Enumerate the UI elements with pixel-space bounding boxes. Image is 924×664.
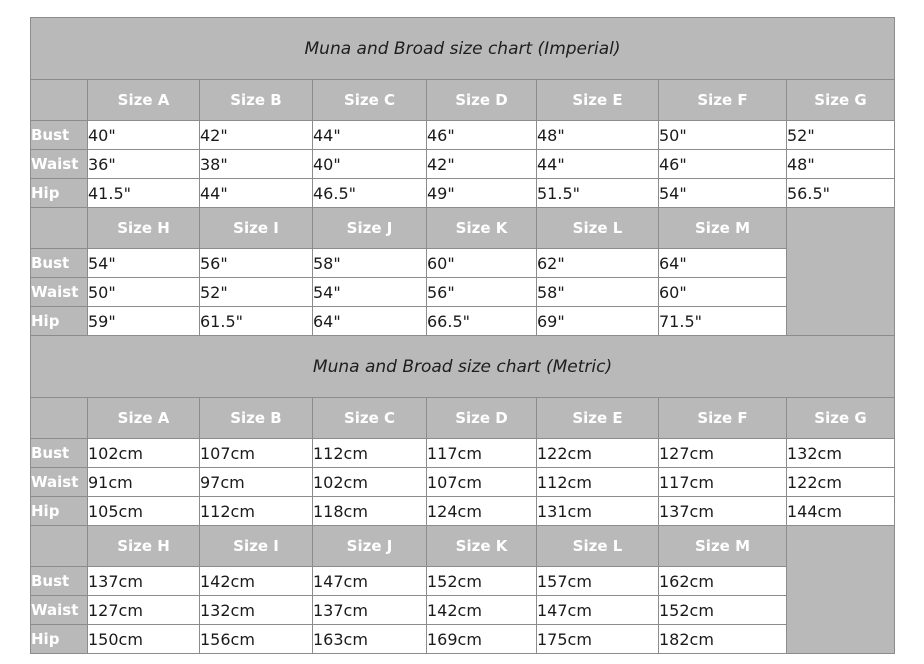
size-column-header: Size G [787,398,895,439]
measurement-row-waist [31,596,895,625]
size-column-header: Size M [659,526,787,567]
measurement-value: 44" [200,179,313,208]
size-column-header: Size K [427,526,537,567]
chart-title-row [31,336,895,398]
measurement-value: 66.5" [427,307,537,336]
measurement-value: 117cm [427,439,537,468]
size-column-header: Size M [659,208,787,249]
measurement-value: 59" [88,307,200,336]
measurement-label: Waist [31,468,88,497]
measurement-value: 122cm [787,468,895,497]
measurement-value: 52" [787,121,895,150]
size-column-header: Size A [88,80,200,121]
size-column-header: Size H [88,526,200,567]
size-column-header: Size F [659,80,787,121]
size-column-header: Size I [200,526,313,567]
size-column-header: Size I [200,208,313,249]
size-header-row [31,526,895,567]
measurement-value: 147cm [537,596,659,625]
measurement-row-hip [31,625,895,654]
measurement-value: 64" [659,249,787,278]
measurement-row-bust [31,121,895,150]
measurement-value: 102cm [313,468,427,497]
measurement-value: 46" [427,121,537,150]
measurement-value: 105cm [88,497,200,526]
measurement-value: 36" [88,150,200,179]
corner-cell [31,80,88,121]
measurement-value: 56" [427,278,537,307]
measurement-value: 137cm [659,497,787,526]
empty-filler-cell [787,208,895,336]
size-column-header: Size D [427,80,537,121]
measurement-row-bust [31,439,895,468]
measurement-value: 40" [88,121,200,150]
measurement-label: Hip [31,497,88,526]
measurement-row-bust [31,567,895,596]
size-column-header: Size E [537,398,659,439]
measurement-label: Bust [31,121,88,150]
measurement-value: 142cm [200,567,313,596]
size-header-row [31,80,895,121]
measurement-value: 56.5" [787,179,895,208]
measurement-value: 137cm [313,596,427,625]
measurement-value: 118cm [313,497,427,526]
measurement-value: 54" [659,179,787,208]
size-column-header: Size F [659,398,787,439]
size-chart-table [30,17,895,654]
corner-cell [31,208,88,249]
measurement-value: 182cm [659,625,787,654]
measurement-value: 41.5" [88,179,200,208]
measurement-value: 50" [88,278,200,307]
size-column-header: Size J [313,526,427,567]
measurement-value: 62" [537,249,659,278]
measurement-value: 122cm [537,439,659,468]
measurement-row-waist [31,150,895,179]
measurement-value: 40" [313,150,427,179]
measurement-value: 61.5" [200,307,313,336]
measurement-value: 48" [537,121,659,150]
measurement-row-hip [31,497,895,526]
size-column-header: Size H [88,208,200,249]
measurement-value: 157cm [537,567,659,596]
measurement-value: 60" [427,249,537,278]
measurement-value: 46" [659,150,787,179]
measurement-value: 56" [200,249,313,278]
measurement-value: 64" [313,307,427,336]
measurement-label: Hip [31,179,88,208]
measurement-value: 152cm [427,567,537,596]
measurement-value: 91cm [88,468,200,497]
measurement-value: 127cm [88,596,200,625]
size-column-header: Size G [787,80,895,121]
measurement-value: 54" [313,278,427,307]
measurement-label: Hip [31,625,88,654]
measurement-label: Bust [31,439,88,468]
measurement-value: 60" [659,278,787,307]
measurement-value: 49" [427,179,537,208]
measurement-value: 132cm [787,439,895,468]
measurement-value: 112cm [537,468,659,497]
measurement-value: 50" [659,121,787,150]
measurement-value: 69" [537,307,659,336]
measurement-label: Bust [31,249,88,278]
measurement-value: 58" [313,249,427,278]
size-column-header: Size E [537,80,659,121]
measurement-value: 124cm [427,497,537,526]
measurement-value: 102cm [88,439,200,468]
size-column-header: Size C [313,398,427,439]
measurement-row-bust [31,249,895,278]
size-header-row [31,208,895,249]
measurement-value: 127cm [659,439,787,468]
measurement-value: 44" [313,121,427,150]
measurement-value: 44" [537,150,659,179]
size-column-header: Size A [88,398,200,439]
corner-cell [31,526,88,567]
measurement-value: 58" [537,278,659,307]
measurement-value: 54" [88,249,200,278]
size-column-header: Size J [313,208,427,249]
chart-title: Muna and Broad size chart (Imperial) [31,18,895,80]
measurement-value: 112cm [313,439,427,468]
measurement-label: Waist [31,278,88,307]
measurement-value: 132cm [200,596,313,625]
size-column-header: Size B [200,80,313,121]
size-column-header: Size B [200,398,313,439]
measurement-value: 169cm [427,625,537,654]
measurement-value: 51.5" [537,179,659,208]
measurement-value: 131cm [537,497,659,526]
size-column-header: Size C [313,80,427,121]
measurement-label: Bust [31,567,88,596]
measurement-label: Waist [31,150,88,179]
measurement-label: Waist [31,596,88,625]
measurement-row-hip [31,307,895,336]
measurement-row-hip [31,179,895,208]
measurement-value: 52" [200,278,313,307]
size-column-header: Size D [427,398,537,439]
measurement-row-waist [31,468,895,497]
measurement-value: 38" [200,150,313,179]
size-column-header: Size L [537,208,659,249]
measurement-value: 152cm [659,596,787,625]
measurement-value: 162cm [659,567,787,596]
measurement-value: 97cm [200,468,313,497]
measurement-value: 46.5" [313,179,427,208]
empty-filler-cell [787,526,895,654]
measurement-label: Hip [31,307,88,336]
measurement-value: 144cm [787,497,895,526]
measurement-value: 175cm [537,625,659,654]
measurement-value: 147cm [313,567,427,596]
measurement-value: 107cm [200,439,313,468]
measurement-value: 107cm [427,468,537,497]
measurement-value: 150cm [88,625,200,654]
measurement-value: 71.5" [659,307,787,336]
chart-title-row [31,18,895,80]
size-header-row [31,398,895,439]
measurement-value: 137cm [88,567,200,596]
measurement-value: 112cm [200,497,313,526]
measurement-value: 42" [427,150,537,179]
measurement-row-waist [31,278,895,307]
size-column-header: Size K [427,208,537,249]
measurement-value: 48" [787,150,895,179]
measurement-value: 42" [200,121,313,150]
measurement-value: 142cm [427,596,537,625]
corner-cell [31,398,88,439]
size-column-header: Size L [537,526,659,567]
measurement-value: 163cm [313,625,427,654]
measurement-value: 156cm [200,625,313,654]
measurement-value: 117cm [659,468,787,497]
chart-title: Muna and Broad size chart (Metric) [31,336,895,398]
